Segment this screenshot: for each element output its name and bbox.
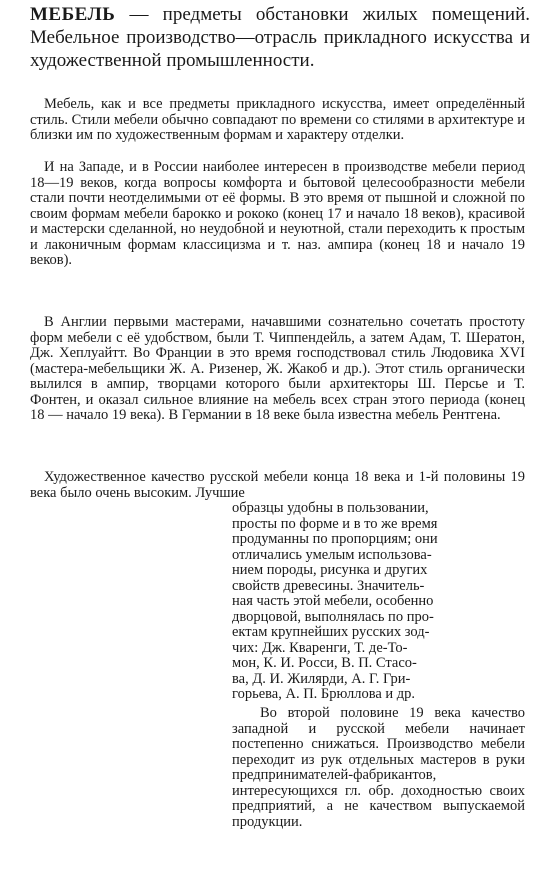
narrow-column-lines <box>232 501 525 703</box>
column-line: нием породы, рисунка и других <box>232 562 428 578</box>
paragraph-style: Мебель, как и все предметы прикладного искусства, имеет определённый стиль. Стили мебели обычно совпадают по времени со стилями в архитектуре и близки им по художественным формам и характеру отделки. <box>30 96 525 143</box>
column-line: горьева, А. П. Брюллова и др. <box>232 686 416 702</box>
article-definition: — предметы обстановки жилых помещений. Мебельное производство—отрасль прикладного искусства и художественной промышленности. <box>30 4 530 71</box>
column-line: мон, К. И. Росси, В. П. Стасо- <box>232 655 417 671</box>
column-line: ектам крупнейших русских зод- <box>232 624 430 640</box>
paragraph-west: В Англии первыми мастерами, начавшими сознательно сочетать простоту форм мебели с её удобством, были Т. Чиппендейль, а затем Адам, Т. Шератон, Дж. Хеплуайтт. Во Франции в это время господствовал стиль Людовика XVI (мастера-мебельщики Ж. А. Ризенер, Ж. Жакоб и др.). Этот стиль органически вылился в ампир, творцами которого были архитекторы Ш. Персье и Т. Фонтен, и оказал сильное влияние на мебель всех стран этого периода (конец 18 — начало 19 века). В Германии в 18 веке была известна мебель Рентгена. <box>30 314 525 423</box>
paragraph-decline: Во второй половине 19 века качество западной и русской мебели начинает постепенно снижаться. Производство мебели переходит из рук отдельных мастеров в руки предпринимателей-фабрикантов, интересующихся гл. обр. доходностью своих предприятий, а не качеством выпускаемой продукции. <box>232 705 525 830</box>
column-line: продуманны по пропорциям; они <box>232 531 438 547</box>
column-line: чих: Дж. Кваренги, Т. де-То- <box>232 639 408 656</box>
column-line: просты по форме и в то же время <box>232 515 438 532</box>
column-line: образцы удобны в пользовании, <box>232 500 429 516</box>
column-line: дворцовой, выполнялась по про- <box>232 608 434 625</box>
column-line: отличались умелым использова- <box>232 546 432 563</box>
article-term: МЕБЕЛЬ <box>30 4 116 25</box>
column-line: свойств древесины. Значитель- <box>232 577 425 594</box>
column-line: ва, Д. И. Жилярди, А. Г. Гри- <box>232 670 411 687</box>
article-heading <box>30 3 530 72</box>
paragraph-russian-quality: Художественное качество русской мебели конца 18 века и 1-й половины 19 века было очень высоким. Лучшие <box>30 469 525 501</box>
column-line: ная часть этой мебели, особенно <box>232 593 434 609</box>
paragraph-history: И на Западе, и в России наиболее интересен в производстве мебели период 18—19 веков, когда вопросы комфорта и бытовой целесообразности мебели стали почти неотделимыми от её формы. В это время от пышной и сложной по своим формам мебели барокко и рококо (конец 17 и начало 18 веков), красивой и мастерски сделанной, но неудобной и неуютной, стали переходить к простым и лаконичным формам классицизма и т. наз. ампира (конец 18 и начало 19 веков). <box>30 159 525 268</box>
